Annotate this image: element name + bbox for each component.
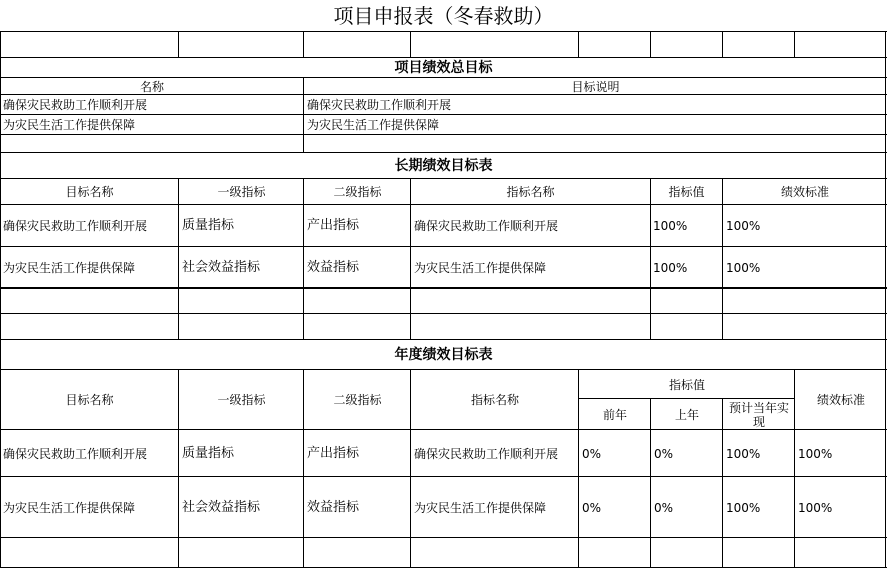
annual-row-indicator: 确保灾民救助工作顺利开展 [414,446,559,461]
longterm-col-level2: 二级指标 [333,185,382,199]
longterm-col-value: 指标值 [668,185,705,199]
grid-line [0,204,887,205]
annual-col-indicator: 指标名称 [470,393,519,407]
grid-line [178,369,179,568]
overall-row-name: 确保灾民救助工作顺利开展 [3,98,148,112]
annual-heading: 年度绩效目标表 [394,347,493,363]
grid-line [0,152,887,153]
annual-row-level1: 质量指标 [182,445,235,461]
annual-row-prev: 0% [654,446,674,461]
grid-line [410,31,411,57]
overall-row-desc: 确保灾民救助工作顺利开展 [307,98,452,112]
annual-col-forecast: 预计当年实现 [728,400,789,429]
longterm-row-standard: 100% [726,219,761,233]
annual-col-standard: 绩效标准 [816,393,865,407]
annual-row-forecast: 100% [726,446,761,461]
grid-line [0,178,887,179]
longterm-row-goal: 确保灾民救助工作顺利开展 [3,219,148,233]
longterm-col-indicator: 指标名称 [506,185,555,199]
grid-line [0,287,887,289]
grid-line [0,31,1,568]
longterm-col-goal: 目标名称 [65,185,114,199]
annual-col-level2: 二级指标 [333,393,382,407]
grid-line [0,246,887,247]
grid-line [578,31,579,57]
grid-line [303,369,304,568]
annual-row-goal: 确保灾民救助工作顺利开展 [3,446,148,461]
annual-row-level1: 社会效益指标 [182,499,261,515]
grid-line [578,369,579,568]
overall-col-desc: 目标说明 [571,79,620,94]
annual-row-goal: 为灾民生活工作提供保障 [3,500,136,515]
annual-col-prev: 上年 [674,407,699,422]
grid-line [794,369,795,568]
annual-row-indicator: 为灾民生活工作提供保障 [414,500,547,515]
grid-line [410,369,411,568]
grid-line [0,429,887,430]
annual-col-value-group: 指标值 [668,377,705,392]
annual-col-goal: 目标名称 [65,393,114,407]
page-title: 项目申报表（冬春救助） [333,4,554,28]
longterm-row-level2: 效益指标 [307,260,360,275]
grid-line [650,31,651,57]
grid-line [178,31,179,57]
annual-col-level1: 一级指标 [217,393,266,407]
grid-line [0,77,887,78]
grid-line [303,77,304,153]
longterm-col-standard: 绩效标准 [780,185,829,199]
longterm-row-goal: 为灾民生活工作提供保障 [3,261,136,275]
longterm-heading: 长期绩效目标表 [394,158,493,174]
grid-line [579,398,795,399]
grid-line [722,178,723,340]
grid-line [0,537,887,538]
overall-col-name: 名称 [139,79,164,94]
overall-row-name: 为灾民生活工作提供保障 [3,118,136,132]
longterm-col-level1: 一级指标 [217,185,266,199]
grid-line [0,339,887,340]
overall-row-desc: 为灾民生活工作提供保障 [307,118,440,132]
annual-col-prev-prev: 前年 [602,407,627,422]
grid-line [0,369,887,370]
annual-row-level2: 产出指标 [307,445,360,461]
grid-line [178,178,179,340]
grid-line [410,178,411,340]
longterm-row-indicator: 确保灾民救助工作顺利开展 [414,219,559,233]
grid-line [885,31,886,568]
grid-line [0,57,887,58]
annual-row-forecast: 100% [726,500,761,515]
grid-line [0,94,887,95]
grid-line [650,178,651,340]
grid-line [303,31,304,57]
longterm-row-level2: 产出指标 [307,218,360,233]
overall-goals-heading: 项目绩效总目标 [394,60,493,76]
grid-line [0,114,887,115]
grid-line [650,398,651,568]
longterm-row-level1: 质量指标 [182,218,235,233]
annual-row-prev-prev: 0% [582,446,602,461]
grid-line [0,134,887,135]
grid-line [794,31,795,57]
annual-row-level2: 效益指标 [307,499,360,515]
annual-row-prev: 0% [654,500,674,515]
grid-line [0,476,887,477]
annual-row-prev-prev: 0% [582,500,602,515]
annual-row-standard: 100% [798,500,833,515]
longterm-row-value: 100% [653,219,688,233]
longterm-row-indicator: 为灾民生活工作提供保障 [414,261,547,275]
longterm-row-level1: 社会效益指标 [182,260,261,275]
grid-line [0,31,887,32]
annual-row-standard: 100% [798,446,833,461]
longterm-row-value: 100% [653,261,688,275]
grid-line [0,313,887,314]
grid-line [0,567,887,568]
grid-line [722,398,723,568]
grid-line [722,31,723,57]
grid-line [303,178,304,340]
longterm-row-standard: 100% [726,261,761,275]
